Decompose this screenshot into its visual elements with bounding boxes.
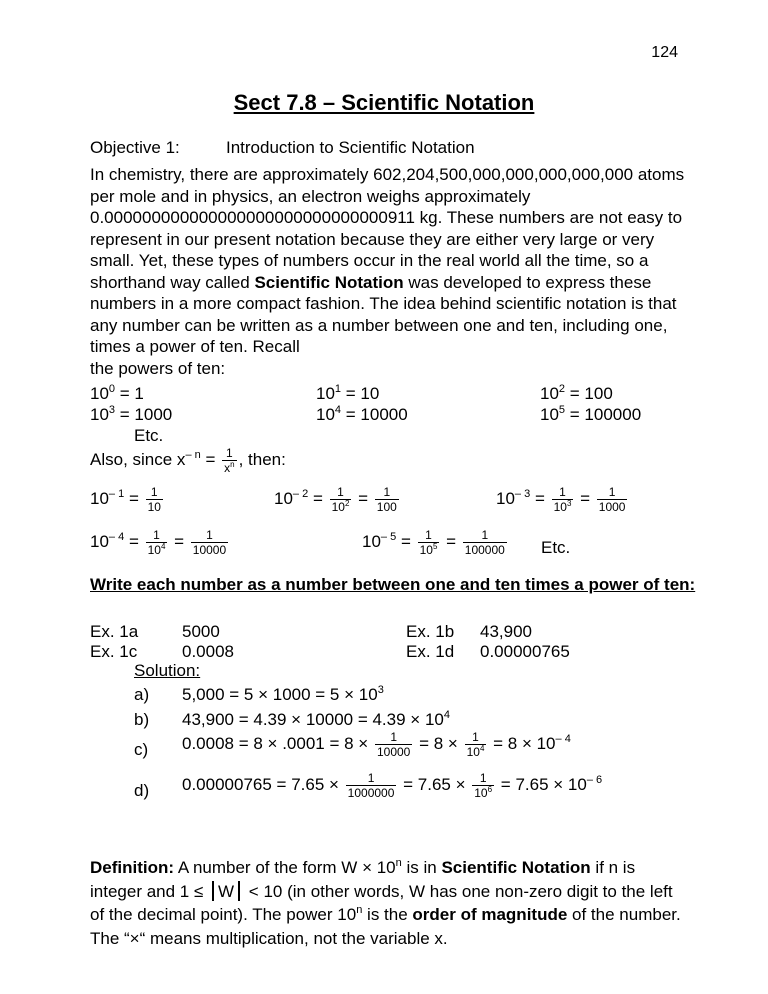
neg-power-3: $10^{- 3}$ = $\frac{1}{10^3}$ = $\frac{1}{1000}$ xyxy=(496,485,626,514)
example-1c-label: Ex. 1c xyxy=(90,642,138,661)
example-1c-value: 0.0008 xyxy=(182,642,234,661)
solution-c xyxy=(182,730,571,759)
definition-exp-2: n xyxy=(356,904,363,916)
instructions-heading: Write each number as a number between one and ten times a power of ten: xyxy=(90,575,696,594)
fraction-numerator: 1 xyxy=(552,485,574,500)
fraction-numerator: 1 xyxy=(222,446,236,461)
objective-text: Introduction to Scientific Notation xyxy=(226,138,475,157)
page-number: 124 xyxy=(651,44,678,61)
solution-a-exp: 3 xyxy=(377,684,384,696)
objective-label: Objective 1: xyxy=(90,138,180,157)
definition-term-2: Scientific Notation xyxy=(441,858,591,877)
neg-power-2-exp: – 2 xyxy=(292,487,309,500)
fraction-numerator: 1 xyxy=(375,485,399,500)
neg-etc-text: Etc. xyxy=(541,538,571,557)
page-title: Sect 7.8 – Scientific Notation xyxy=(233,90,535,115)
intro-term: Scientific Notation xyxy=(254,272,404,292)
also-since-eq: = xyxy=(205,449,216,469)
fraction-numerator: 1 xyxy=(330,485,352,500)
definition-text-6: is the xyxy=(362,905,413,924)
solution-c-fraction-1 xyxy=(375,730,412,759)
solution-d-text-3: = 7.65 × 10 xyxy=(500,774,587,794)
power-3-value: = 1000 xyxy=(119,405,173,424)
solution-c-label: c) xyxy=(134,740,149,759)
fraction-numerator: 1 xyxy=(465,730,487,745)
intro-text-2: was developed to express these numbers in a more compact fashion. The idea behind scientific notation is that any number can be written as a number between one and ten, including one, times a power of ten. Recall xyxy=(90,272,677,356)
intro-text-1: In chemistry, there are approximately 602,204,500,000,000,000,000,000 atoms per mole and in physics, an electron weighs approximately 0.000000000000000000000000000000911 kg. These numbers are not easy to represent in our present notation because they are either very large or very small. Yet, these types of numbers occur in the real world all the time, so a shorthand way called xyxy=(90,165,685,292)
neg-power-5-fraction-a: $\frac{1}{10^5}$ xyxy=(419,528,438,557)
fraction-den-base: x xyxy=(224,461,231,475)
solution-d-text-1: 0.00000765 = 7.65 × xyxy=(182,774,339,794)
neg-power-2: $10^{- 2}$ = $\frac{1}{10^2}$ = $\frac{1}{100}$ xyxy=(274,485,397,514)
neg-power-2-fraction-b xyxy=(375,485,399,514)
fraction-denominator: 10000 xyxy=(192,543,227,557)
fraction-den-exp: 6 xyxy=(487,785,493,794)
power-4-value: = 10000 xyxy=(345,405,408,424)
neg-power-5-fraction-b xyxy=(463,528,507,557)
also-since-exp: – n xyxy=(185,448,201,461)
fraction-den-exp: 4 xyxy=(160,542,166,551)
solution-d-label: d) xyxy=(134,781,150,800)
power-5: $10^5 = 100000$ xyxy=(540,404,642,424)
intro-paragraph xyxy=(90,164,690,379)
power-1: $10^1 = 10$ xyxy=(316,383,380,403)
fraction-denominator: 1000000 xyxy=(347,786,395,800)
power-5-exp: 5 xyxy=(558,404,566,416)
neg-power-4-fraction-a: $\frac{1}{10^4}$ xyxy=(147,528,166,557)
solution-c-text-1: 0.0008 = 8 × .0001 = 8 × xyxy=(182,733,369,753)
solution-c-fraction-2: $\frac{1}{10^4}$ xyxy=(466,730,485,759)
neg-power-4-exp: – 4 xyxy=(108,530,125,543)
definition-text-3: if n is integer and 1 ≤ xyxy=(90,858,636,901)
fraction-den-exp: n xyxy=(230,460,235,469)
solution-a xyxy=(182,685,384,705)
example-1b-value: 43,900 xyxy=(480,622,532,641)
definition-variable-w: W xyxy=(218,881,235,901)
fraction-numerator: 1 xyxy=(146,485,163,500)
definition-text-1: A number of the form W × 10 xyxy=(174,858,396,877)
definition-text-5: < 10 (in other words, W has one non-zero digit to the left of the decimal point). The power 10 xyxy=(90,881,673,924)
example-1d-label: Ex. 1d xyxy=(406,642,455,661)
also-since-line xyxy=(90,446,286,475)
neg-power-5-exp: – 5 xyxy=(380,530,397,543)
fraction-denominator: 1000 xyxy=(598,500,626,514)
neg-power-3-exp: – 3 xyxy=(514,487,531,500)
neg-power-5: $10^{- 5}$ = $\frac{1}{10^5}$ = $\frac{1}{100000}$ xyxy=(362,528,505,557)
power-1-value: = 10 xyxy=(345,384,380,403)
fraction-denominator: 10000 xyxy=(376,745,411,759)
fraction-den-exp: 3 xyxy=(566,499,572,508)
power-2-value: = 100 xyxy=(569,384,613,403)
solution-b-exp: 4 xyxy=(443,709,450,721)
abs-bar-left xyxy=(212,881,214,901)
solution-d-exp: – 6 xyxy=(586,773,603,786)
solution-d xyxy=(182,771,602,800)
solution-b-text: 43,900 = 4.39 × 10000 = 4.39 × 10 xyxy=(182,710,444,729)
power-5-value: = 100000 xyxy=(569,405,642,424)
neg-power-4: $10^{- 4}$ = $\frac{1}{10^4}$ = $\frac{1}{10000}$ xyxy=(90,528,227,557)
power-3: $10^3 = 1000$ xyxy=(90,404,173,424)
fraction-numerator: 1 xyxy=(472,771,494,786)
power-4: $10^4 = 10000$ xyxy=(316,404,408,424)
definition-term-3: order of magnitude xyxy=(412,905,568,924)
power-0-exp: 0 xyxy=(108,383,116,395)
example-1d-value: 0.00000765 xyxy=(480,642,570,661)
fraction-numerator: 1 xyxy=(191,528,228,543)
fraction-den-exp: 4 xyxy=(479,744,485,753)
fraction-numerator: 1 xyxy=(346,771,397,786)
also-since-fraction xyxy=(222,446,236,475)
fraction-denominator: 100 xyxy=(376,500,397,514)
fraction-numerator: 1 xyxy=(418,528,440,543)
also-since-prefix: Also, since x xyxy=(90,449,186,469)
example-1b-label: Ex. 1b xyxy=(406,622,455,641)
also-since-suffix: , then: xyxy=(238,449,286,469)
definition-text-7: of the number. The “×“ means multiplication, not the variable x. xyxy=(90,905,681,948)
solution-a-text: 5,000 = 5 × 1000 = 5 × 10 xyxy=(182,685,378,704)
fraction-den-exp: 5 xyxy=(432,542,438,551)
abs-bar-right xyxy=(238,881,240,901)
neg-power-1-fraction xyxy=(146,485,163,514)
definition-term: Definition: xyxy=(90,858,175,877)
fraction-denominator: 100000 xyxy=(464,543,505,557)
definition-paragraph xyxy=(90,856,690,950)
neg-power-3-fraction-b xyxy=(597,485,628,514)
intro-text-3: the powers of ten: xyxy=(90,358,226,378)
solution-b xyxy=(182,710,450,730)
power-0: $10^0 = 1$ xyxy=(90,383,144,403)
solution-label: Solution: xyxy=(134,661,201,680)
definition-text-2: is in xyxy=(401,858,442,877)
fraction-numerator: 1 xyxy=(463,528,507,543)
neg-power-1: $10^{- 1}$ = $\frac{1}{10}$ xyxy=(90,485,161,514)
solution-c-text-3: = 8 × 10 xyxy=(493,733,556,753)
solution-a-label: a) xyxy=(134,685,150,704)
example-1a-value: 5000 xyxy=(182,622,220,641)
solution-d-fraction-2: $\frac{1}{10^6}$ xyxy=(474,771,493,800)
neg-power-4-fraction-b xyxy=(191,528,228,557)
power-1-exp: 1 xyxy=(334,383,342,395)
power-4-exp: 4 xyxy=(334,404,342,416)
fraction-denominator: 10 xyxy=(147,500,161,514)
solution-c-exp: – 4 xyxy=(555,732,571,745)
solution-d-text-2: = 7.65 × xyxy=(403,774,466,794)
solution-c-text-2: = 8 × xyxy=(419,733,458,753)
solution-b-label: b) xyxy=(134,710,150,729)
solution-d-fraction-1 xyxy=(346,771,397,800)
power-2-exp: 2 xyxy=(558,383,566,395)
fraction-numerator: 1 xyxy=(146,528,168,543)
neg-power-3-fraction-a: $\frac{1}{10^3}$ xyxy=(553,485,572,514)
example-1a-label: Ex. 1a xyxy=(90,622,139,641)
definition-exp: n xyxy=(395,857,402,869)
fraction-numerator: 1 xyxy=(375,730,412,745)
etc-text: Etc. xyxy=(134,426,164,445)
fraction-numerator: 1 xyxy=(597,485,628,500)
neg-power-2-fraction-a: $\frac{1}{10^2}$ xyxy=(331,485,350,514)
power-3-exp: 3 xyxy=(108,404,116,416)
power-2: $10^2 = 100$ xyxy=(540,383,613,403)
power-0-value: = 1 xyxy=(119,384,144,403)
neg-power-1-exp: – 1 xyxy=(108,487,125,500)
fraction-den-exp: 2 xyxy=(344,499,350,508)
